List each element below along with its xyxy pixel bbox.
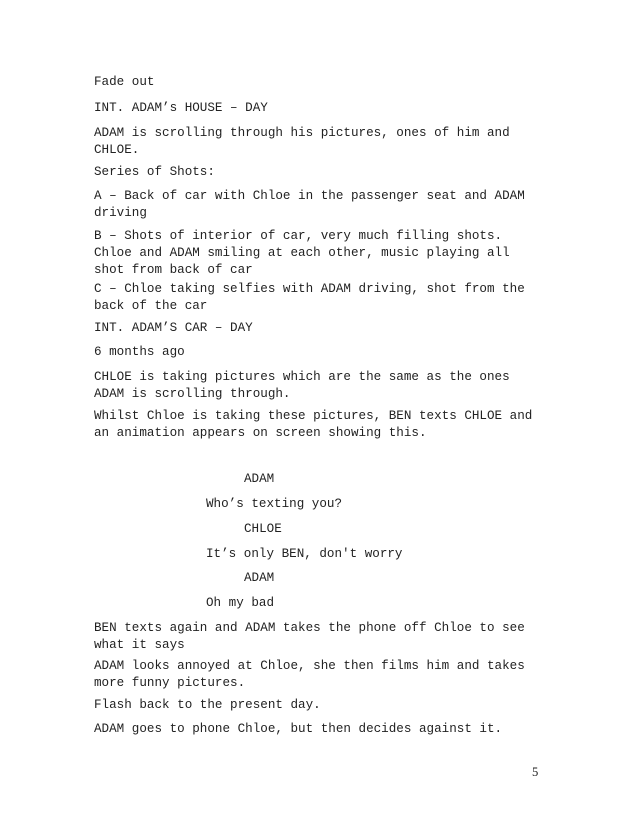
- fade-out-transition: Fade out: [94, 75, 155, 89]
- action-line: ADAM looks annoyed at Chloe, she then films him and takes: [94, 659, 525, 673]
- time-note: 6 months ago: [94, 345, 185, 359]
- character-name-adam: ADAM: [244, 571, 275, 585]
- shot-a-line: driving: [94, 206, 147, 220]
- character-name-adam: ADAM: [244, 472, 275, 486]
- shot-c-line: C – Chloe taking selfies with ADAM driving, shot from the: [94, 282, 525, 296]
- shot-c-line: back of the car: [94, 299, 208, 313]
- shot-b-line: Chloe and ADAM smiling at each other, music playing all: [94, 246, 510, 260]
- action-line: an animation appears on screen showing this.: [94, 426, 427, 440]
- series-of-shots-heading: Series of Shots:: [94, 165, 215, 179]
- action-line: Whilst Chloe is taking these pictures, BEN texts CHLOE and: [94, 409, 533, 423]
- shot-b-line: B – Shots of interior of car, very much filling shots.: [94, 229, 503, 243]
- action-line: ADAM goes to phone Chloe, but then decides against it.: [94, 722, 503, 736]
- action-line: what it says: [94, 638, 185, 652]
- dialogue-line: Who’s texting you?: [206, 497, 343, 511]
- character-name-chloe: CHLOE: [244, 522, 282, 536]
- action-line: CHLOE.: [94, 143, 140, 157]
- action-line: ADAM is scrolling through his pictures, ones of him and: [94, 126, 510, 140]
- scene-heading-adams-car: INT. ADAM’S CAR – DAY: [94, 321, 253, 335]
- shot-b-line: shot from back of car: [94, 263, 253, 277]
- scene-heading-adams-house: INT. ADAM’s HOUSE – DAY: [94, 101, 268, 115]
- action-line: Flash back to the present day.: [94, 698, 321, 712]
- action-line: CHLOE is taking pictures which are the same as the ones: [94, 370, 510, 384]
- dialogue-line: It’s only BEN, don't worry: [206, 547, 403, 561]
- page-number: 5: [532, 765, 539, 779]
- action-line: ADAM is scrolling through.: [94, 387, 291, 401]
- dialogue-line: Oh my bad: [206, 596, 275, 610]
- action-line: BEN texts again and ADAM takes the phone off Chloe to see: [94, 621, 525, 635]
- action-line: more funny pictures.: [94, 676, 246, 690]
- shot-a-line: A – Back of car with Chloe in the passenger seat and ADAM: [94, 189, 525, 203]
